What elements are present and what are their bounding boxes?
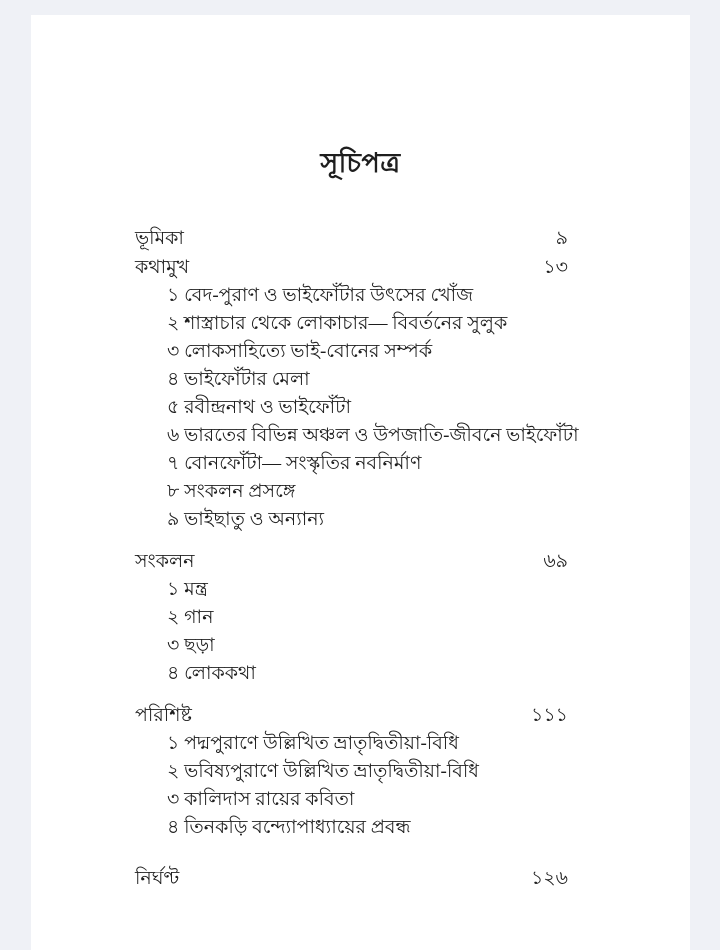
toc-item: ৩ ছড়া bbox=[167, 635, 215, 656]
toc-section-heading: কথামুখ bbox=[135, 257, 190, 278]
toc-page-number: ৯ bbox=[555, 228, 568, 249]
toc-item: ২ শাস্ত্রাচার থেকে লোকাচার— বিবর্তনের সুলুক bbox=[167, 313, 508, 334]
toc-item: ১ বেদ-পুরাণ ও ভাইফোঁটার উৎসের খোঁজ bbox=[167, 285, 474, 306]
page-title: সূচিপত্র bbox=[320, 148, 401, 178]
toc-heading-row bbox=[135, 224, 568, 253]
toc-item: ৪ লোককথা bbox=[167, 663, 256, 684]
toc-section-heading: ভূমিকা bbox=[135, 228, 184, 249]
toc-page-number: ১২৬ bbox=[530, 868, 568, 889]
toc-heading-row bbox=[135, 253, 568, 282]
toc-page-number: ৬৯ bbox=[543, 551, 568, 572]
toc-heading-row bbox=[135, 547, 568, 576]
toc-item: ৫ রবীন্দ্রনাথ ও ভাইফোঁটা bbox=[167, 397, 351, 418]
toc-item: ৩ কালিদাস রায়ের কবিতা bbox=[167, 789, 355, 810]
toc-item: ৯ ভাইছাতু ও অন্যান্য bbox=[167, 509, 325, 530]
toc-item: ৮ সংকলন প্রসঙ্গে bbox=[167, 481, 296, 502]
toc-section bbox=[135, 864, 568, 893]
scanned-book-page bbox=[31, 15, 690, 950]
toc-item: ৪ ভাইফোঁটার মেলা bbox=[167, 369, 310, 390]
toc-item: ১ মন্ত্র bbox=[167, 579, 208, 600]
toc-section-heading: পরিশিষ্ট bbox=[135, 705, 192, 726]
toc-item: ৭ বোনফোঁটা— সংস্কৃতির নবনির্মাণ bbox=[167, 453, 422, 474]
toc-item: ৬ ভারতের বিভিন্ন অঞ্চল ও উপজাতি-জীবনে ভাইফোঁটা bbox=[167, 425, 579, 446]
toc-section-heading: নির্ঘণ্ট bbox=[135, 868, 180, 889]
toc-page-number: ১৩ bbox=[543, 257, 568, 278]
toc-section-heading: সংকলন bbox=[135, 551, 195, 572]
toc-heading-row bbox=[135, 701, 568, 730]
toc-item: ৩ লোকসাহিত্যে ভাই-বোনের সম্পর্ক bbox=[167, 341, 433, 362]
toc-section bbox=[135, 224, 568, 253]
toc-heading-row bbox=[135, 864, 568, 893]
toc-section bbox=[135, 547, 568, 688]
toc-item: ২ গান bbox=[167, 607, 214, 628]
toc-item: ১ পদ্মপুরাণে উল্লিখিত ভ্রাতৃদ্বিতীয়া-বিধি bbox=[167, 733, 459, 754]
toc-title-wrap bbox=[31, 15, 690, 188]
toc-item: ২ ভবিষ্যপুরাণে উল্লিখিত ভ্রাতৃদ্বিতীয়া-বিধি bbox=[167, 761, 479, 782]
toc-body bbox=[135, 224, 579, 893]
toc-page-number: ১১১ bbox=[531, 705, 568, 726]
toc-item: ৪ তিনকড়ি বন্দ্যোপাধ্যায়ের প্রবন্ধ bbox=[167, 817, 411, 838]
toc-section bbox=[135, 253, 579, 534]
toc-section bbox=[135, 701, 568, 842]
